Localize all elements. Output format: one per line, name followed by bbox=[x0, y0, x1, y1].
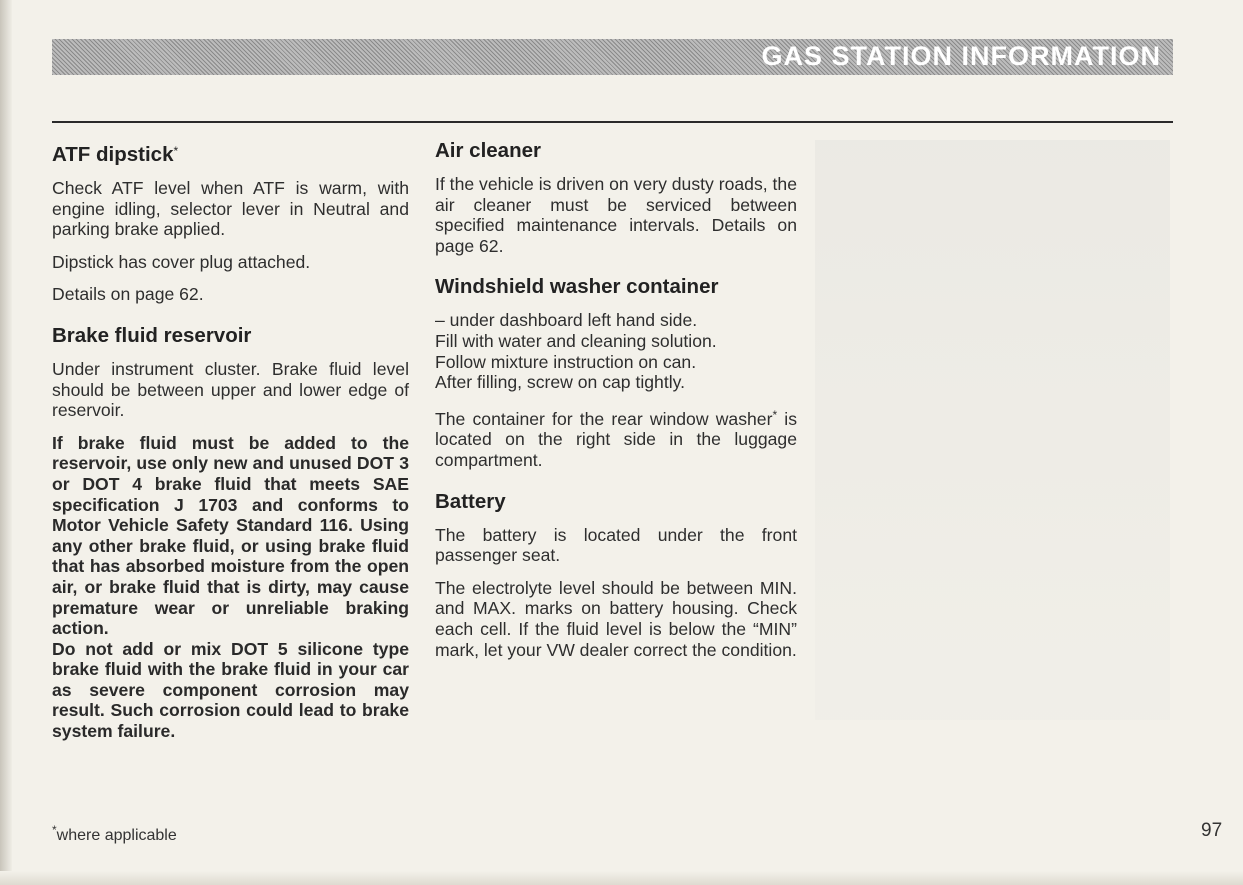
atf-check-paragraph: Check ATF level when ATF is warm, with engine idling, selector lever in Neutral and parking brake applied. bbox=[52, 178, 409, 240]
battery-electrolyte-paragraph: The electrolyte level should be between MIN. and MAX. marks on battery housing. Check each cell. If the fluid level is below the “MIN” mark, let your VW dealer correct the condition. bbox=[435, 577, 797, 660]
battery-location-paragraph: The battery is located under the front passenger seat. bbox=[435, 524, 797, 566]
header-rule bbox=[52, 121, 1173, 123]
show-through-area bbox=[815, 140, 1170, 720]
battery-heading: Battery bbox=[435, 489, 506, 513]
applicable-mark: * bbox=[173, 144, 179, 158]
washer-line-2: Fill with water and cleaning solution. bbox=[435, 330, 717, 351]
atf-cover-paragraph: Dipstick has cover plug attached. bbox=[52, 251, 311, 272]
footnote-mark: * bbox=[52, 823, 57, 837]
applicable-mark: * bbox=[772, 407, 778, 422]
brake-fluid-heading: Brake fluid reservoir bbox=[52, 323, 252, 347]
brake-fluid-warning: If brake fluid must be added to the reservoir, use only new and unused DOT 3 or DOT 4 brake fluid that meets SAE specification J 1703 and conforms to Motor Vehicle Safety Standard 116. Using any other brake fluid, or using brake fluid that has absorbed moisture from the open air, or brake fluid that is dirty, may cause premature wear or unreliable braking action. bbox=[52, 432, 409, 639]
rear-washer-paragraph: The container for the rear window washer* is located on the right side in the luggage compartment. bbox=[435, 407, 797, 470]
washer-line-3: Follow mixture instruction on can. bbox=[435, 351, 697, 372]
washer-line-1: – under dashboard left hand side. bbox=[435, 310, 698, 331]
footnote: *where applicable bbox=[52, 823, 177, 844]
section-title: GAS STATION INFORMATION bbox=[761, 41, 1161, 71]
section-header-band bbox=[52, 39, 1173, 75]
middle-column bbox=[435, 138, 797, 660]
dot5-warning: Do not add or mix DOT 5 silicone type brake fluid with the brake fluid in your car as severe component corrosion may result. Such corrosion could lead to brake system failure. bbox=[52, 638, 409, 742]
air-cleaner-paragraph: If the vehicle is driven on very dusty roads, the air cleaner must be serviced between specified maintenance intervals. Details on page 62. bbox=[435, 174, 797, 256]
left-column bbox=[52, 138, 409, 742]
brake-location-paragraph: Under instrument cluster. Brake fluid level should be between upper and lower edge of reservoir. bbox=[52, 358, 409, 421]
atf-dipstick-heading: ATF dipstick* bbox=[52, 143, 179, 166]
page-binding-edge bbox=[0, 0, 12, 885]
atf-details-paragraph: Details on page 62. bbox=[52, 284, 204, 305]
washer-line-4: After filling, screw on cap tightly. bbox=[435, 372, 685, 393]
washer-heading: Windshield washer container bbox=[435, 275, 719, 299]
air-cleaner-heading: Air cleaner bbox=[435, 139, 541, 162]
page-bottom-edge bbox=[0, 871, 1243, 885]
page-number: 97 bbox=[1201, 820, 1223, 841]
